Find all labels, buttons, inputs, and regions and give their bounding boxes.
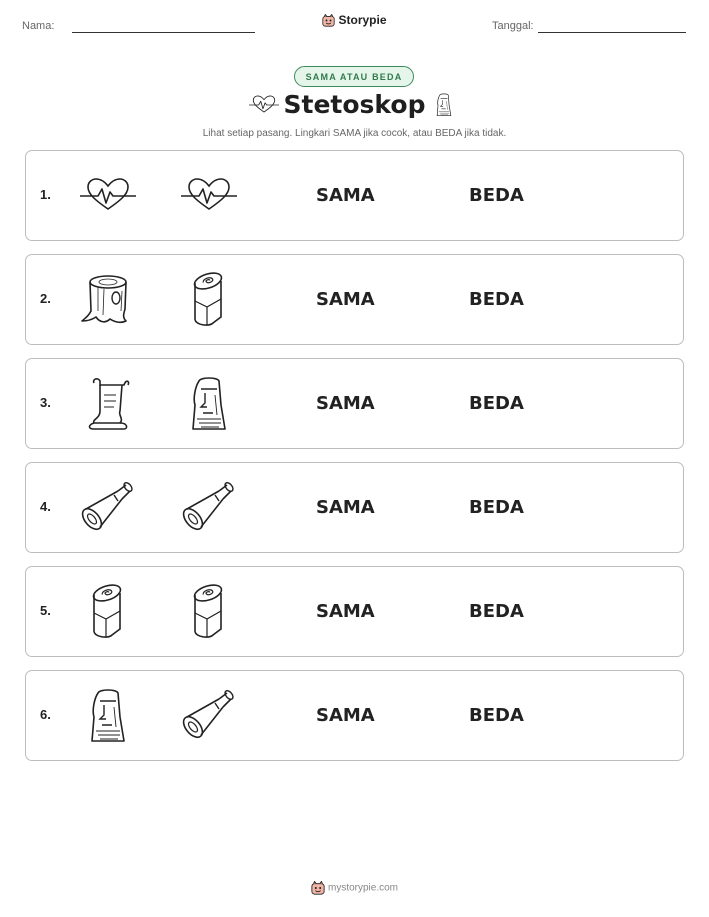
footer <box>0 881 709 895</box>
date-label: Tanggal: <box>492 20 534 32</box>
option-sama[interactable]: SAMA <box>316 705 375 726</box>
question-row <box>25 566 684 657</box>
date-field[interactable] <box>538 32 686 33</box>
option-beda[interactable]: BEDA <box>469 705 524 726</box>
option-beda[interactable]: BEDA <box>469 497 524 518</box>
question-row <box>25 254 684 345</box>
name-label: Nama: <box>22 20 55 32</box>
log-icon <box>80 583 136 641</box>
brand-name: Storypie <box>338 13 387 27</box>
instructions: Lihat setiap pasang. Lingkari SAMA jika cocok, atau BEDA jika tidak. <box>202 128 507 139</box>
tree-stump-icon <box>80 271 136 329</box>
log-icon <box>181 271 237 329</box>
horn-icon <box>181 687 237 745</box>
page-title: Stetoskop <box>283 90 426 119</box>
scroll-icon <box>80 375 136 433</box>
log-icon <box>181 583 237 641</box>
brand-logo <box>0 13 709 27</box>
option-beda[interactable]: BEDA <box>469 393 524 414</box>
question-number: 5. <box>40 603 51 618</box>
question-number: 6. <box>40 707 51 722</box>
moai-icon <box>181 375 237 433</box>
option-sama[interactable]: SAMA <box>316 185 375 206</box>
storypie-logo-icon <box>322 14 335 27</box>
question-number: 1. <box>40 187 51 202</box>
option-sama[interactable]: SAMA <box>316 393 375 414</box>
horn-icon <box>80 479 136 537</box>
heartbeat-icon <box>181 167 237 225</box>
question-row <box>25 358 684 449</box>
question-number: 4. <box>40 499 51 514</box>
option-sama[interactable]: SAMA <box>316 289 375 310</box>
moai-icon <box>432 90 456 120</box>
option-sama[interactable]: SAMA <box>316 497 375 518</box>
question-number: 3. <box>40 395 51 410</box>
worksheet-type-badge: SAMA ATAU BEDA <box>294 66 414 87</box>
option-sama[interactable]: SAMA <box>316 601 375 622</box>
question-row <box>25 150 684 241</box>
heartbeat-icon <box>80 167 136 225</box>
name-field[interactable] <box>72 32 255 33</box>
option-beda[interactable]: BEDA <box>469 601 524 622</box>
storypie-logo-icon <box>311 881 325 895</box>
option-beda[interactable]: BEDA <box>469 289 524 310</box>
question-number: 2. <box>40 291 51 306</box>
title-row <box>0 90 709 126</box>
horn-icon <box>181 479 237 537</box>
question-row <box>25 462 684 553</box>
footer-url[interactable]: mystorypie.com <box>327 882 398 894</box>
option-beda[interactable]: BEDA <box>469 185 524 206</box>
moai-icon <box>80 687 136 745</box>
question-row <box>25 670 684 761</box>
